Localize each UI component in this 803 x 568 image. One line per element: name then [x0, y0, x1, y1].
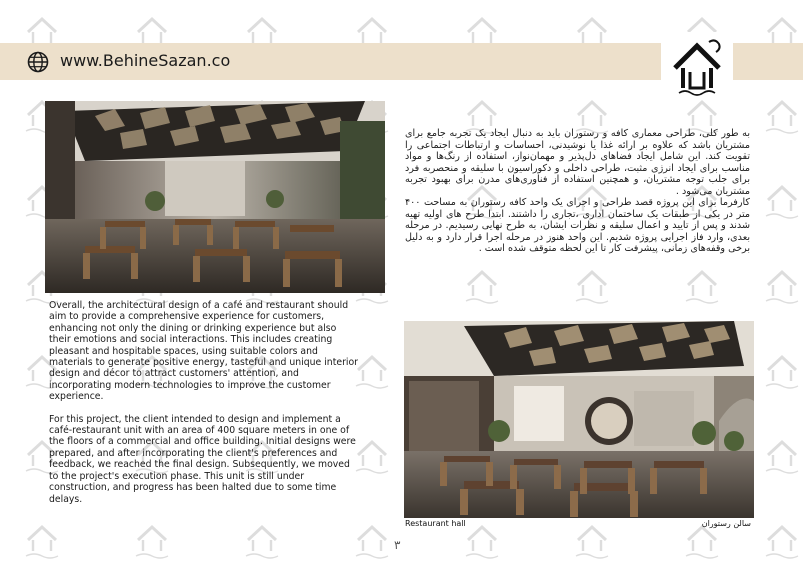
persian-paragraph-2: کارفرما برای این پروژه قصد طراحی و اجرای یک واحد کافه رستوران به مساحت ۴۰۰ متر در یکی از طبقات یک ساختمان اداری ،تجاری را داشتند. ابتدا طرح های اولیه تهیه شدند و پس از تایید و اعمال سلیقه و نظرات ایشان، به طرح نهایی رسیدیم. در مرحله بعدی، وارد فاز اجرایی پروژه شدیم. این واحد هنوز در مرحله اجرا قرار دارد و به دلیل برخی وقفه‌های زمانی، پیشرفت کار تا این لحظه متوقف شده است .: [405, 197, 750, 254]
caption-persian: سالن رستوران: [701, 519, 751, 528]
watermark-house-icon: [760, 435, 803, 475]
watermark-house-icon: [460, 520, 504, 560]
watermark-house-icon: [130, 520, 174, 560]
watermark-house-icon: [570, 265, 614, 305]
watermark-house-icon: [760, 520, 803, 560]
watermark-house-icon: [20, 520, 64, 560]
watermark-house-icon: [680, 265, 724, 305]
company-logo: [661, 32, 733, 100]
watermark-house-icon: [240, 520, 284, 560]
globe-icon: [27, 51, 49, 73]
watermark-house-icon: [570, 520, 614, 560]
english-paragraph-2: For this project, the client intended to design and implement a café-restaurant unit with an area of 400 square meters in one of the floors of a commercial and office building. Initial designs were prepared, and after incorporating the client's preferences and feedback, we reached the final design. Subsequently, we moved to the project's execution phase. This unit is still under construction, and progress has been halted due to some time delays.: [49, 413, 356, 505]
watermark-house-icon: [760, 350, 803, 390]
restaurant-interior-photo: [45, 101, 385, 293]
house-logo-icon: [661, 32, 733, 100]
persian-paragraph-1: به طور کلی، طراحی معماری کافه و رستوران باید به دنبال ایجاد یک تجربه جامع برای مشتریان باشد که علاوه بر ارائه غذا یا نوشیدنی، احساسات و ارتباطات اجتماعی را تقویت کند. این شامل ایجاد فضاهای دل‌پذیر و مهمان‌نواز، استفاده از رنگ‌ها و مواد مناسب برای ایجاد انرژی مثبت، طراحی داخلی و دکوراسیون با سلیقه و منحصربه فرد برای جلب توجه مشتریان، و همچنین استفاده از فناوری‌های مدرن برای بهبود تجربه مشتریان می‌شود .: [405, 128, 750, 197]
english-description: [49, 300, 359, 516]
watermark-house-icon: [350, 520, 394, 560]
caption-english: Restaurant hall: [405, 519, 466, 528]
page-number: ۳: [394, 538, 401, 552]
website-url[interactable]: www.BehineSazan.co: [60, 51, 231, 70]
watermark-house-icon: [460, 265, 504, 305]
english-paragraph-1: Overall, the architectural design of a café and restaurant should aim to provide a comprehensive experience for customers, enhancing not only the dining or drinking experience but also their emotions and social interactions. This includes creating pleasant and hospitable spaces, using suitable colors and materials to generate positive energy, tasteful and unique interior design and décor to attract customers' attention, and incorporating modern technologies to improve the customer experience.: [49, 300, 358, 403]
persian-description: [405, 128, 750, 255]
watermark-house-icon: [760, 95, 803, 135]
watermark-house-icon: [760, 180, 803, 220]
restaurant-hall-photo: [404, 321, 754, 518]
watermark-house-icon: [760, 265, 803, 305]
